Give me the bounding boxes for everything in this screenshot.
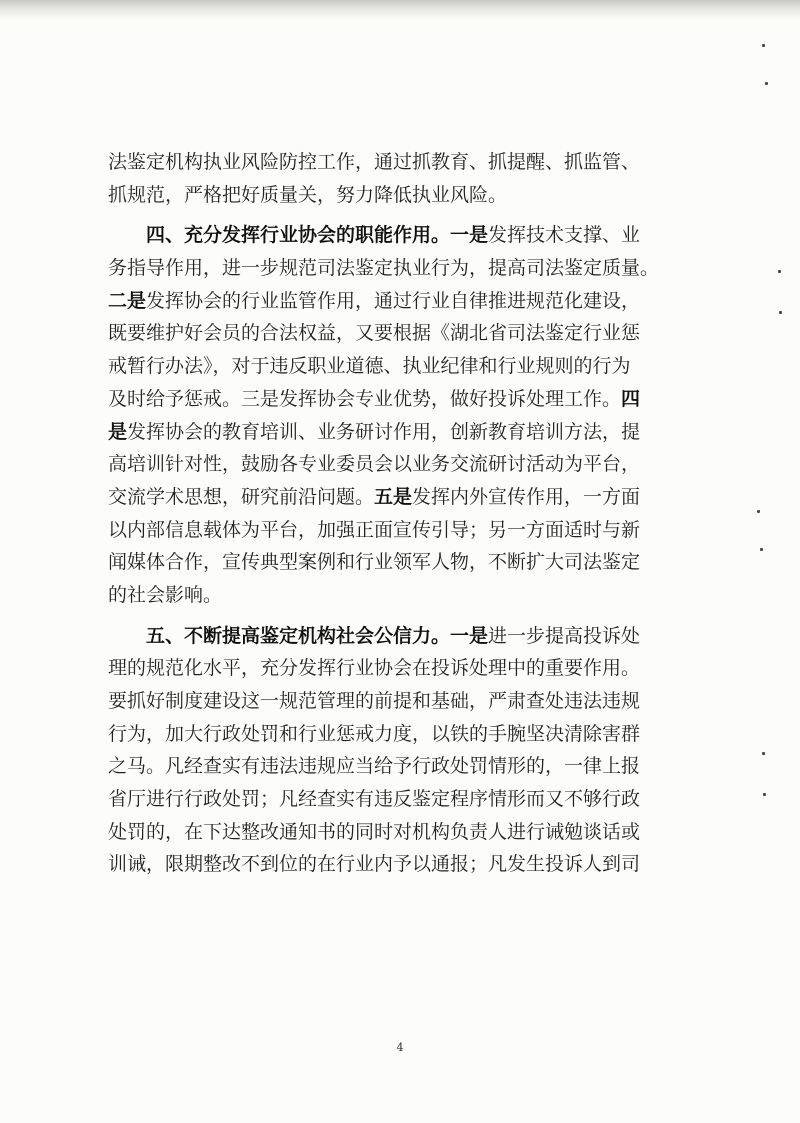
section4-lead-1: 一是 (450, 224, 489, 247)
scan-speck (762, 752, 765, 755)
paragraph-line: 戒暂行办法》，对于违反职业道德、执业纪律和行业规则的行为 (108, 355, 631, 378)
scan-speck (760, 548, 763, 551)
intro-line: 法鉴定机构执业风险防控工作，通过抓教育、抓提醒、抓监管、 (108, 151, 641, 173)
paragraph-line: 省厅进行行政处罚；凡经查实有违反鉴定程序情形而又不够行政 (108, 788, 641, 811)
paragraph-line: 及时给予惩戒。三是发挥协会专业优势，做好投诉处理工作。四 (108, 387, 641, 410)
paragraph-line: 要抓好制度建设这一规范管理的前提和基础，严肃查处违法违规 (108, 690, 641, 712)
paragraph-line: 行为，加大行政处罚和行业惩戒力度，以铁的手腕坚决清除害群 (108, 722, 641, 745)
section4-lead-4: 四 (621, 387, 641, 410)
paragraph-line: 二是发挥协会的行业监管作用，通过行业自律推进规范化建设， (108, 289, 641, 312)
scan-speck (757, 510, 760, 513)
paragraph-line: 的社会影响。 (108, 583, 223, 606)
paragraph-line: 理的规范化水平，充分发挥行业协会在投诉处理中的重要作用。 (108, 657, 641, 680)
scan-speck (762, 44, 765, 47)
paragraph-line: 高培训针对性，鼓励各专业委员会以业务交流研讨活动为平台， (108, 453, 641, 476)
paragraph-line: 以内部信息载体为平台，加强正面宣传引导；另一方面适时与新 (108, 518, 641, 541)
scan-speck (779, 311, 782, 314)
scan-speck (778, 270, 781, 273)
intro-line: 抓规范，严格把好质量关，努力降低执业风险。 (108, 183, 508, 206)
paragraph-line: 是发挥协会的教育培训、业务研讨作用，创新教育培训方法，提 (108, 420, 641, 443)
section4-heading-line: 四、充分发挥行业协会的职能作用。一是发挥技术支撑、业 (146, 224, 641, 247)
page-number: 4 (396, 1041, 404, 1054)
section4-heading: 四、充分发挥行业协会的职能作用。 (146, 224, 451, 247)
section5-lead-1: 一是 (450, 624, 489, 647)
section4-lead-5: 五是 (374, 485, 413, 508)
section5-heading: 五、不断提高鉴定机构社会公信力。 (146, 624, 451, 647)
paragraph-line: 务指导作用，进一步规范司法鉴定执业行为，提高司法鉴定质量。 (108, 257, 660, 280)
scan-speck (763, 793, 766, 796)
paragraph-line: 交流学术思想，研究前沿问题。五是发挥内外宣传作用，一方面 (108, 485, 641, 508)
document-body (108, 146, 698, 881)
scan-speck (765, 82, 768, 85)
paragraph-line: 既要维护好会员的合法权益，又要根据《湖北省司法鉴定行业惩 (108, 322, 641, 345)
scan-top-edge (0, 0, 800, 22)
section5-heading-line: 五、不断提高鉴定机构社会公信力。一是进一步提高投诉处 (146, 624, 641, 647)
paragraph-line: 训诫，限期整改不到位的在行业内予以通报；凡发生投诉人到司 (108, 853, 641, 876)
paragraph-line: 处罚的，在下达整改通知书的同时对机构负责人进行诫勉谈话或 (108, 820, 641, 843)
section4-lead-2: 二是 (108, 289, 147, 312)
paragraph-line: 之马。凡经查实有违法违规应当给予行政处罚情形的，一律上报 (108, 755, 641, 778)
paragraph-line: 闻媒体合作，宣传典型案例和行业领军人物，不断扩大司法鉴定 (108, 551, 641, 574)
